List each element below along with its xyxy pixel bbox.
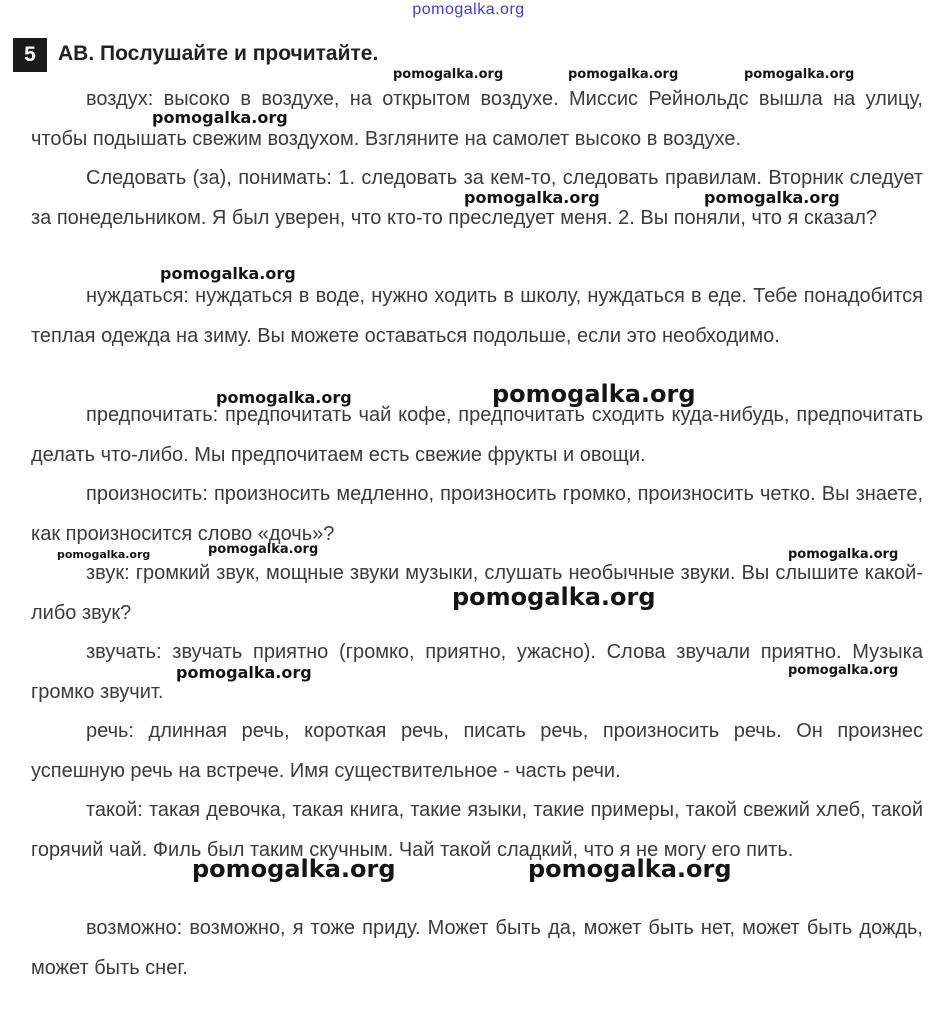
- exercise-title: AB. Послушайте и прочитайте.: [58, 42, 379, 65]
- paragraph-need: нуждаться: нуждаться в воде, нужно ходить в школу, нуждаться в еде. Тебе понадобится теплая одежда на зиму. Вы можете оставаться подольше, если это необходимо.: [31, 285, 923, 347]
- watermark: pomogalka.org: [208, 542, 319, 557]
- watermark: pomogalka.org: [216, 388, 352, 407]
- watermark: pomogalka.org: [393, 67, 504, 82]
- paragraph-follow: Следовать (за), понимать: 1. следовать за кем-то, следовать правилам. Вторник следует за понедельником. Я был уверен, что кто-то преследует меня. 2. Вы поняли, что я сказал?: [31, 167, 923, 229]
- watermark: pomogalka.org: [568, 67, 679, 82]
- paragraph-air: воздух: высоко в воздухе, на открытом воздухе. Миссис Рейнольдс вышла на улицу, чтобы подышать свежим воздухом. Взгляните на самолет высоко в воздухе.: [31, 88, 923, 150]
- watermark: pomogalka.org: [452, 583, 656, 611]
- exercise-number-badge: 5: [13, 38, 47, 72]
- paragraph-sound-noun: звук: громкий звук, мощные звуки музыки, слушать необычные звуки. Вы слышите какой-либо звук?: [31, 562, 923, 624]
- site-header-watermark: pomogalka.org: [412, 1, 525, 18]
- watermark: pomogalka.org: [176, 663, 312, 682]
- paragraph-speech: речь: длинная речь, короткая речь, писать речь, произносить речь. Он произнес успешную речь на встрече. Имя существительное - часть речи.: [31, 720, 923, 782]
- watermark: pomogalka.org: [160, 264, 296, 283]
- paragraph-prefer: предпочитать: предпочитать чай кофе, предпочитать сходить куда-нибудь, предпочитать делать что-либо. Мы предпочитаем есть свежие фрукты и овощи.: [31, 404, 923, 466]
- watermark: pomogalka.org: [464, 188, 600, 207]
- watermark: pomogalka.org: [704, 188, 840, 207]
- watermark: pomogalka.org: [788, 547, 899, 562]
- watermark: pomogalka.org: [788, 663, 899, 678]
- paragraph-pronounce: произносить: произносить медленно, произносить громко, произносить четко. Вы знаете, как произносится слово «дочь»?: [31, 483, 923, 545]
- watermark: pomogalka.org: [528, 855, 732, 883]
- watermark: pomogalka.org: [57, 548, 151, 561]
- paragraph-possibly: возможно: возможно, я тоже приду. Может быть да, может быть нет, может быть дождь, может быть снег.: [31, 917, 923, 979]
- watermark: pomogalka.org: [492, 380, 696, 408]
- paragraph-sound-verb: звучать: звучать приятно (громко, приятно, ужасно). Слова звучали приятно. Музыка громко звучит.: [31, 641, 923, 703]
- watermark: pomogalka.org: [744, 67, 855, 82]
- paragraph-such: такой: такая девочка, такая книга, такие языки, такие примеры, такой свежий хлеб, такой горячий чай. Филь был таким скучным. Чай такой сладкий, что я не могу его пить.: [31, 799, 923, 861]
- watermark: pomogalka.org: [152, 108, 288, 127]
- watermark: pomogalka.org: [192, 855, 396, 883]
